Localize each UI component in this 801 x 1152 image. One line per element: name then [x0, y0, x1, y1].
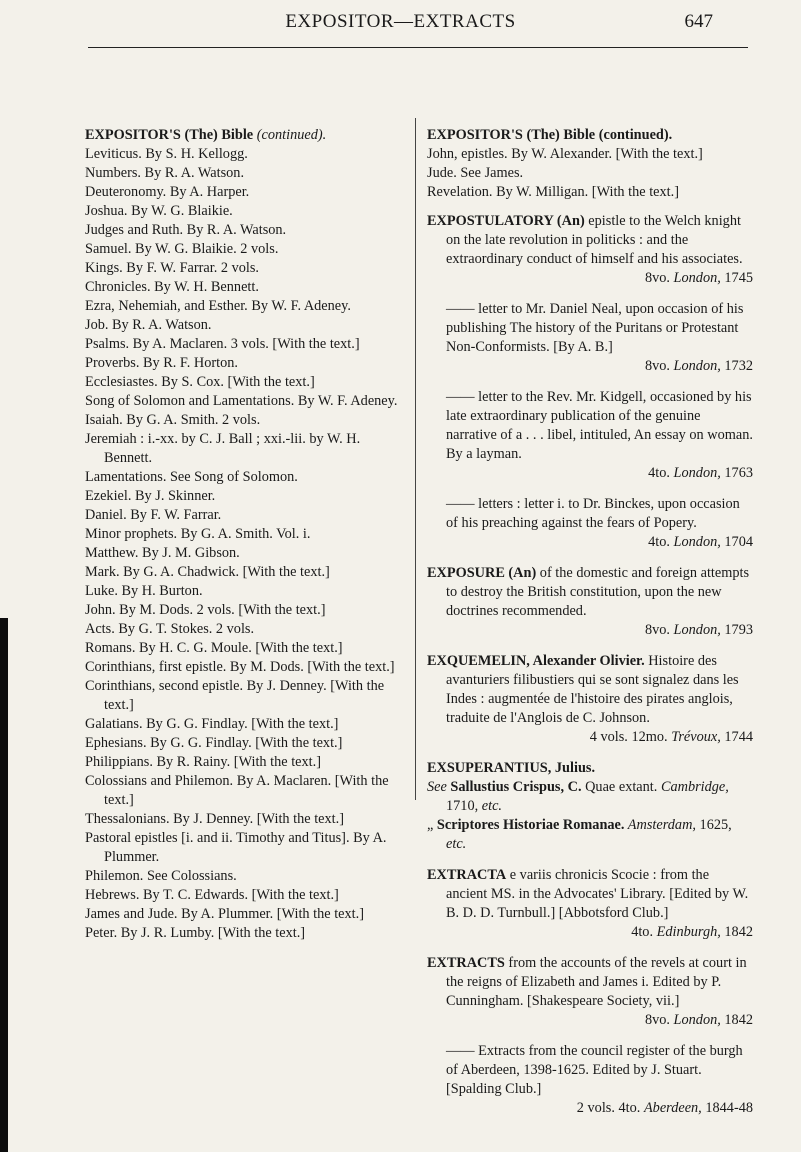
imprint-format: 4to.	[648, 465, 670, 481]
sub-entry: Colossians and Philemon. By A. Maclaren. [With the text.]	[85, 773, 389, 808]
catalog-entry	[427, 388, 753, 483]
imprint	[427, 269, 753, 288]
entry-body: Histoire des avanturiers filibustiers qui se sont signalez dans les Indes : augmentée de l'histoire des pirates anglois, traduite de l'Anglois de C. Johnson.	[446, 653, 739, 726]
sub-entry: Leviticus. By S. H. Kellogg.	[85, 146, 248, 162]
sub-entry: John, epistles. By W. Alexander. [With the text.]	[427, 146, 703, 162]
catalog-entry	[427, 1042, 753, 1118]
imprint-year: 1625,	[695, 817, 732, 833]
sub-entry: Jude. See James.	[427, 165, 524, 181]
imprint-format: 8vo.	[644, 622, 670, 638]
entry-head: EXPOSITOR'S (The) Bible	[85, 127, 257, 143]
sub-entry: Jeremiah : i.-xx. by C. J. Ball ; xxi.-lii. by W. H. Bennett.	[85, 431, 361, 466]
sub-entry: Song of Solomon and Lamentations. By W. F. Adeney.	[85, 393, 398, 409]
imprint-format: 8vo.	[644, 1012, 670, 1028]
imprint-format: 4to.	[648, 534, 670, 550]
sub-entry: Thessalonians. By J. Denney. [With the text.]	[85, 811, 344, 827]
sub-entry: Philippians. By R. Rainy. [With the text.]	[85, 754, 321, 770]
imprint-year: 1732	[724, 358, 753, 374]
sub-entry: Minor prophets. By G. A. Smith. Vol. i.	[85, 526, 311, 542]
imprint-year: 1793	[724, 622, 753, 638]
page-number: 647	[684, 11, 713, 32]
see-target: Sallustius Crispus, C.	[450, 779, 582, 795]
imprint-place: Edinburgh,	[656, 924, 721, 940]
imprint-format: 2 vols. 4to.	[576, 1100, 641, 1116]
imprint-year: 1842	[724, 924, 753, 940]
imprint-place: Aberdeen,	[643, 1100, 702, 1116]
sub-entry: Samuel. By W. G. Blaikie. 2 vols.	[85, 241, 279, 257]
sub-entry: Numbers. By R. A. Watson.	[85, 165, 245, 181]
ditto-mark: „	[427, 817, 437, 833]
sub-entry: Peter. By J. R. Lumby. [With the text.]	[85, 925, 306, 941]
sub-entry: Ephesians. By G. G. Findlay. [With the text.]	[85, 735, 343, 751]
imprint-year: 1844-48	[705, 1100, 753, 1116]
catalog-entry	[427, 866, 753, 942]
continued-label: (continued).	[256, 127, 327, 143]
running-head: EXPOSITOR—EXTRACTS	[285, 11, 516, 32]
imprint-year: 1842	[724, 1012, 753, 1028]
sub-entry: Judges and Ruth. By R. A. Watson.	[85, 222, 287, 238]
imprint	[427, 464, 753, 483]
book-spine-shadow	[0, 618, 8, 1152]
entry-head: EXPOSURE (An)	[427, 565, 537, 581]
sub-entry: Ezra, Nehemiah, and Esther. By W. F. Adeney.	[85, 298, 351, 314]
sub-entry: Job. By R. A. Watson.	[85, 317, 212, 333]
sub-entry: Revelation. By W. Milligan. [With the text.]	[427, 184, 679, 200]
entry-body: —— Extracts from the council register of the burgh of Aberdeen, 1398-1625. Edited by J. Stuart. [Spalding Club.]	[446, 1043, 743, 1097]
sub-entry: Isaiah. By G. A. Smith. 2 vols.	[85, 412, 261, 428]
imprint-place: London,	[673, 1012, 721, 1028]
sub-entry: Proverbs. By R. F. Horton.	[85, 355, 238, 371]
catalog-entry	[427, 652, 753, 747]
see-reference	[427, 816, 753, 854]
sub-entry: James and Jude. By A. Plummer. [With the text.]	[85, 906, 364, 922]
imprint-place: London,	[673, 534, 721, 550]
imprint-place: London,	[673, 622, 721, 638]
imprint-place: London,	[673, 270, 721, 286]
see-title: Quae extant.	[581, 779, 661, 795]
sub-entry: Luke. By H. Burton.	[85, 583, 203, 599]
sub-entry: Philemon. See Colossians.	[85, 868, 237, 884]
imprint-format: 4 vols. 12mo.	[589, 729, 668, 745]
imprint	[427, 533, 753, 552]
entry-heading	[427, 126, 753, 145]
sub-entry: Ezekiel. By J. Skinner.	[85, 488, 216, 504]
sub-entry: Matthew. By J. M. Gibson.	[85, 545, 240, 561]
see-reference	[427, 778, 753, 816]
catalog-entry	[427, 954, 753, 1030]
entry-body: —— letters : letter i. to Dr. Binckes, upon occasion of his preaching against the fears of Popery.	[446, 496, 740, 531]
catalog-entry	[427, 759, 753, 866]
sub-entry: Acts. By G. T. Stokes. 2 vols.	[85, 621, 255, 637]
sub-entry: Corinthians, second epistle. By J. Denney. [With the text.]	[85, 678, 385, 713]
sub-entry: Corinthians, first epistle. By M. Dods. [With the text.]	[85, 659, 395, 675]
see-target: Scriptores Historiae Romanae.	[436, 817, 625, 833]
entry-head: EXTRACTS	[427, 955, 505, 971]
imprint-year: 1744	[724, 729, 753, 745]
sub-entry: Chronicles. By W. H. Bennett.	[85, 279, 259, 295]
catalog-entry	[427, 126, 753, 202]
entry-body: e variis chronicis Scocie : from the ancient MS. in the Advocates' Library. [Edited by W. B. D. D. Turnbull.] [Abbotsford Club.]	[446, 867, 749, 921]
imprint-place: Cambridge,	[660, 779, 729, 795]
sub-entry: Joshua. By W. G. Blaikie.	[85, 203, 233, 219]
entry-head: EXTRACTA	[427, 867, 507, 883]
etc-label: etc.	[481, 798, 502, 814]
sub-entry: Galatians. By G. G. Findlay. [With the text.]	[85, 716, 339, 732]
entry-body: —— letter to the Rev. Mr. Kidgell, occasioned by his late extraordinary publication of the genuine narrative of a . . . libel, intituled, An essay on woman. By a layman.	[446, 389, 753, 462]
imprint	[427, 357, 753, 376]
sub-entry: Lamentations. See Song of Solomon.	[85, 469, 298, 485]
catalog-entry	[427, 212, 753, 288]
left-column	[85, 126, 411, 943]
imprint	[427, 1011, 753, 1030]
catalog-entry	[427, 495, 753, 552]
see-label: See	[427, 779, 451, 795]
imprint-place: London,	[673, 358, 721, 374]
entry-body: —— letter to Mr. Daniel Neal, upon occasion of his publishing The history of the Puritans or Protestant Non-Conformists. [By A. B.]	[446, 301, 744, 355]
header-rule	[88, 47, 748, 48]
sub-entry: Kings. By F. W. Farrar. 2 vols.	[85, 260, 260, 276]
sub-entry: Pastoral epistles [i. and ii. Timothy and Titus]. By A. Plummer.	[85, 830, 387, 865]
imprint-year: 1745	[724, 270, 753, 286]
entry-body: of the domestic and foreign attempts to destroy the British constitution, upon the new doctrines recommended.	[446, 565, 750, 619]
catalog-entry	[427, 300, 753, 376]
imprint-place: London,	[673, 465, 721, 481]
entry-head: EXPOSTULATORY (An)	[427, 213, 585, 229]
sub-entry: Ecclesiastes. By S. Cox. [With the text.]	[85, 374, 315, 390]
imprint-year: 1763	[724, 465, 753, 481]
imprint-format: 8vo.	[644, 358, 670, 374]
page-header	[0, 11, 801, 41]
entry-head: EXSUPERANTIUS, Julius.	[427, 760, 596, 776]
imprint	[427, 621, 753, 640]
etc-label: etc.	[446, 836, 467, 852]
entry-head: EXQUEMELIN, Alexander Olivier.	[427, 653, 645, 669]
entry-head: EXPOSITOR'S (The) Bible (continued).	[427, 127, 673, 143]
sub-entry: John. By M. Dods. 2 vols. [With the text.]	[85, 602, 326, 618]
imprint	[427, 923, 753, 942]
sub-entry: Romans. By H. C. G. Moule. [With the text.]	[85, 640, 343, 656]
imprint-format: 8vo.	[644, 270, 670, 286]
catalog-entry	[427, 564, 753, 640]
entry-heading	[85, 126, 411, 145]
column-divider	[415, 118, 416, 800]
sub-entry: Daniel. By F. W. Farrar.	[85, 507, 222, 523]
sub-entry: Psalms. By A. Maclaren. 3 vols. [With the text.]	[85, 336, 360, 352]
imprint-format: 4to.	[631, 924, 654, 940]
entry-body: epistle to the Welch knight on the late revolution in politicks : and the extraordinary conduct of himself and his associates.	[446, 213, 743, 267]
right-column	[427, 126, 753, 1118]
imprint-place: Amsterdam,	[624, 817, 696, 833]
sub-entry: Mark. By G. A. Chadwick. [With the text.]	[85, 564, 330, 580]
entry-body: from the accounts of the revels at court in the reigns of Elizabeth and James i. Edited by P. Cunningham. [Shakespeare Society, vii.]	[446, 955, 747, 1009]
sub-entry: Deuteronomy. By A. Harper.	[85, 184, 250, 200]
sub-entry: Hebrews. By T. C. Edwards. [With the text.]	[85, 887, 339, 903]
imprint-year: 1710,	[446, 798, 482, 814]
imprint	[427, 728, 753, 747]
imprint	[427, 1099, 753, 1118]
imprint-year: 1704	[724, 534, 753, 550]
imprint-place: Trévoux,	[671, 729, 721, 745]
